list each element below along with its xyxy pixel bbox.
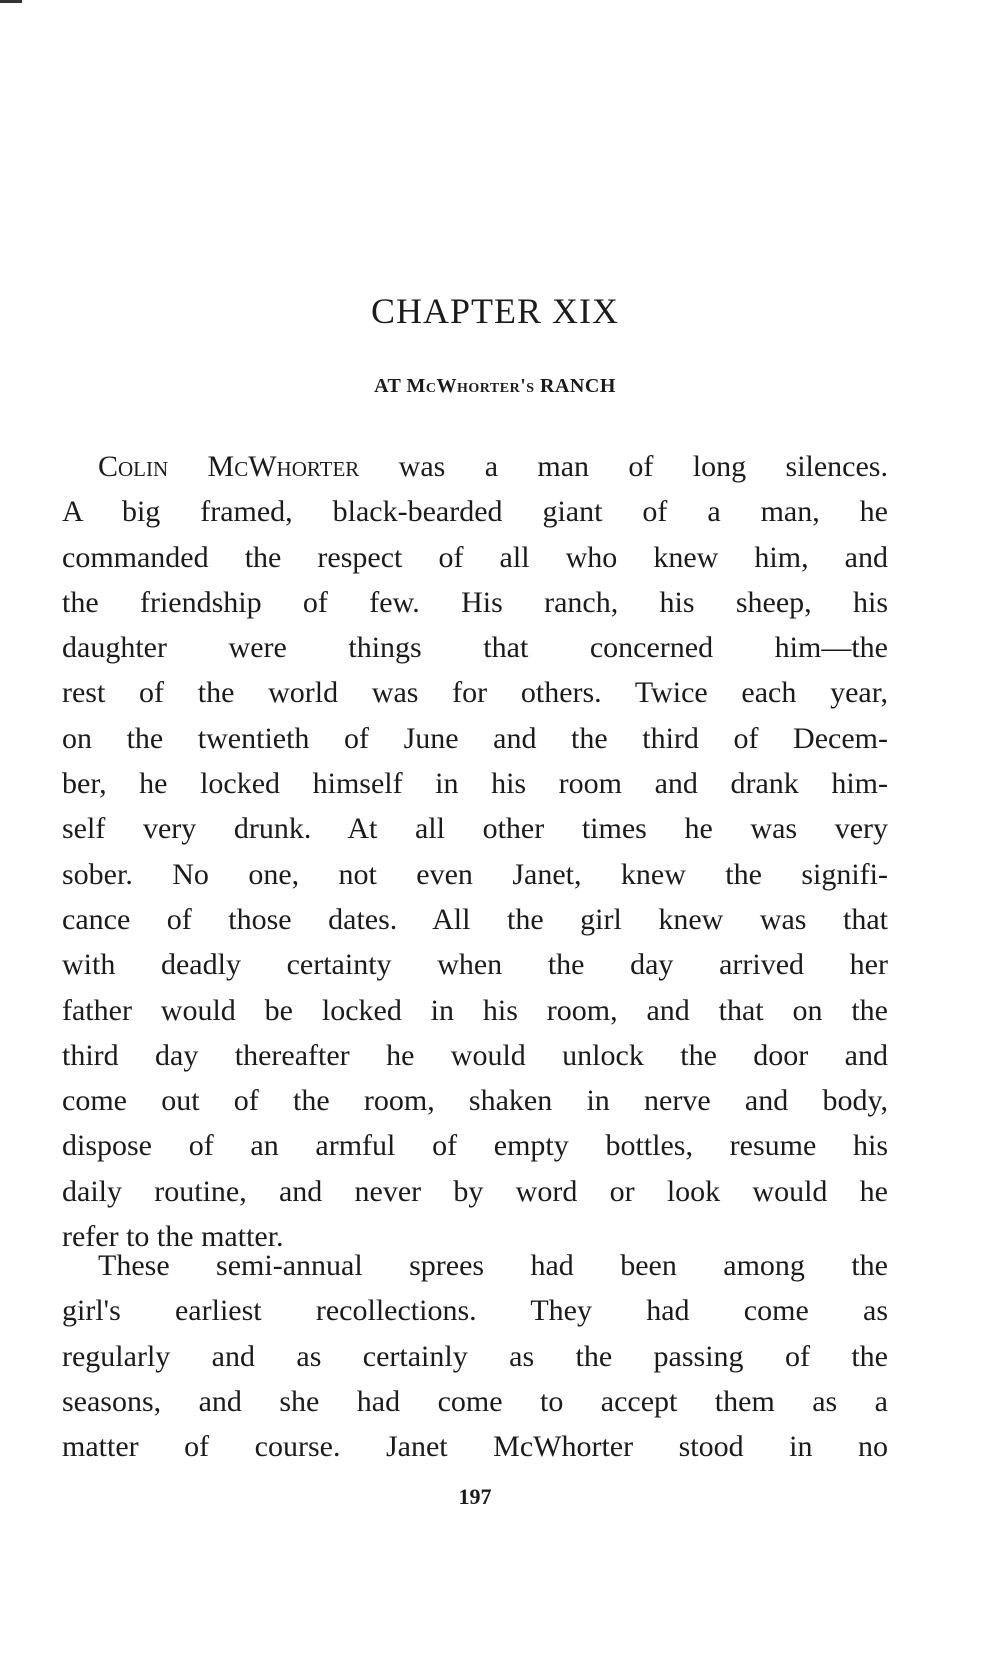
text-line: third day thereafter he would unlock the door and: [62, 1038, 888, 1072]
text-line: self very drunk. At all other times he was very: [62, 812, 888, 846]
chapter-number: CHAPTER XIX: [370, 291, 619, 331]
text-line: the friendship of few. His ranch, his sheep, his: [62, 585, 888, 619]
text-line: ber, he locked himself in his room and drank him-: [62, 767, 888, 801]
text-line: rest of the world was for others. Twice each year,: [62, 676, 888, 710]
chapter-title: [0, 375, 990, 398]
text-line: on the twentieth of June and the third of Decem-: [62, 721, 888, 755]
text-line: dispose of an armful of empty bottles, resume his: [62, 1129, 888, 1163]
chapter-title-pre: AT: [374, 375, 407, 397]
paragraph-1: [62, 444, 888, 1259]
text-line: [62, 444, 888, 489]
text-line: commanded the respect of all who knew him, and: [62, 540, 888, 574]
text-line: A big framed, black-bearded giant of a man, he: [62, 495, 888, 529]
scan-mark: [0, 0, 22, 3]
text-line: sober. No one, not even Janet, knew the signifi-: [62, 857, 888, 891]
text-line: refer to the matter.: [62, 1220, 284, 1254]
text-line: matter of course. Janet McWhorter stood in no: [62, 1430, 888, 1464]
chapter-title-name: McWhorter's: [406, 375, 535, 397]
text-line: daily routine, and never by word or look would he: [62, 1174, 888, 1208]
text-line: father would be locked in his room, and that on the: [62, 993, 888, 1027]
text-line: girl's earliest recollections. They had come as: [62, 1294, 888, 1328]
text-line: seasons, and she had come to accept them as a: [62, 1384, 888, 1418]
chapter-title-post: RANCH: [534, 375, 616, 397]
page-number: 197: [458, 1484, 492, 1509]
paragraph-2: [62, 1243, 888, 1469]
text-line: come out of the room, shaken in nerve and body,: [62, 1084, 888, 1118]
text-line: regularly and as certainly as the passing of the: [62, 1339, 888, 1373]
paragraph-lead: Colin McWhorter: [98, 450, 360, 483]
text-line: with deadly certainty when the day arrived her: [62, 948, 888, 982]
text-line-rest: was a man of long silences.: [359, 450, 888, 483]
text-line: These semi-annual sprees had been among the: [98, 1249, 888, 1282]
text-line: cance of those dates. All the girl knew was that: [62, 902, 888, 936]
text-line: daughter were things that concerned him—the: [62, 631, 888, 665]
